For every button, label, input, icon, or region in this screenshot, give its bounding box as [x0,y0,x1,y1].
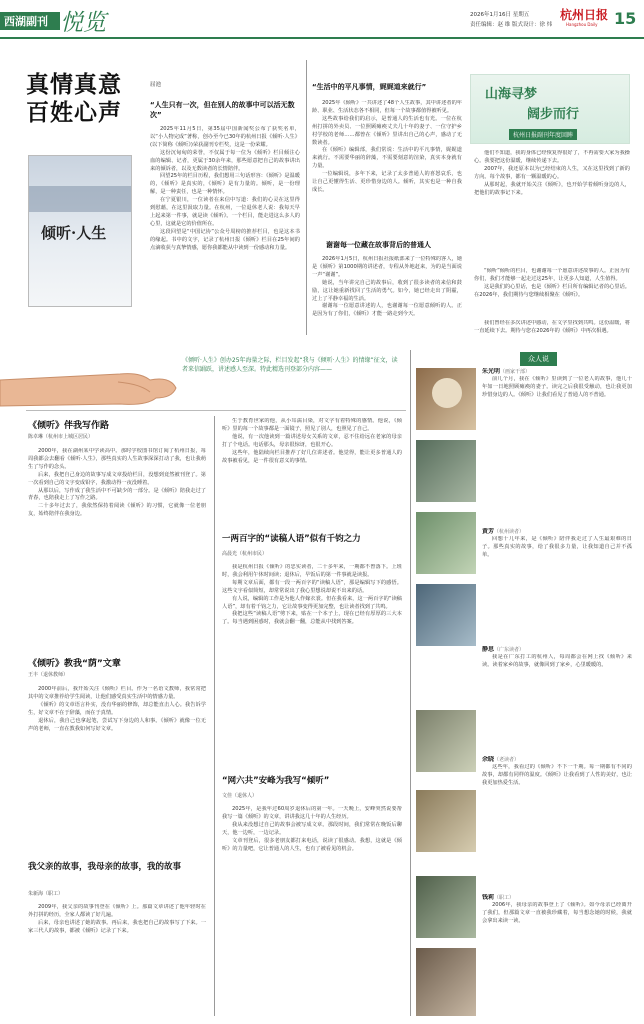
reader-photo-5 [416,710,476,772]
right-para: 我们曾经在多次讲述中感动，在文字里找到共鸣。这份温暖，将一直延续下去。期待与您在2026年的《倾听》中再次相遇。 [474,320,630,334]
b3-para: 2025年，是我年过60周岁退休后的第一年。一天晚上，安峰突然说要帮我写一篇《倾听》的文章，讲讲我这几十年的人生经历。 [222,806,402,820]
a3-para: 后来，母亲也讲述了她的故事。再后来，我也把自己的故事写了下来。一家三代人的故事，都被《倾听》记录了下来。 [28,919,206,934]
second-para: 这些故事给我们的启示，是普通人的生活也有光。一位在杭州打拼的外卖员、一位照顾瘫痪丈夫几十年的妻子、一位守护乡村学校的老师……都曾在《倾听》里讲出自己的心声，感动了无数读者。 [312,115,462,146]
a1-body [28,448,206,646]
reader-photo-1 [416,368,476,430]
quote-text: 我是在广东打工的杭州人，每周都会在网上找《倾听》来读。读着家乡的故事，就像回到了家乡，心里暖暖的。 [482,654,632,668]
b2-para: 有人说，编辑的工作是为他人作嫁衣裳。但在我看来，这一两百字的“读稿人语”，却有着千钧之力，它让故事变得更加完整，也让读者找到了共鸣。 [222,595,402,610]
masthead [0,0,644,38]
a1-para: 从那以后，写作成了我生活中不可缺少的一部分。是《倾听》陪我走过了青春，也陪我走上了写作之路。 [28,487,206,502]
quote-text: 前几个月，我在《倾听》里读到了一位老人的故事，他几十年如一日地照顾瘫痪的妻子。读完之后我很受触动，也让我更加珍惜身边的人。《倾听》让我们看见了普通人的不普通。 [482,376,632,398]
quote-role: （画家干部） [500,369,531,375]
b1-para: 这些年，他陆续向栏目推荐了好几位讲述者。他觉得，能让更多普通人的故事被看见，是一件很有意义的事情。 [222,449,402,464]
lead-para: 2025年11月5日，第35届中国新闻奖公布了获奖名单，以“小人物完成”著称，创办至今已30年的杭州日报《倾听·人生》(以下简称《倾听》)荣获副刊专栏奖，这是一份荣耀。 [150,126,300,148]
lead-para: 这段回望是“中国记协”公众号周榜的推荐栏目，也是这本书的缘起。书中的文字，记录了杭州日报《倾听》栏目在25年间的点滴收获与真挚情感，愿你我都能从中读到一份感动和力量。 [150,228,300,251]
a3-para: 2009年，我父亲的故事刊登在《倾听》上。那篇文章讲述了他年轻时在外打拼的经历，全家人都读了好几遍。 [28,904,206,918]
quote-text: 这些年，我看过的《倾听》不下一千期。每一期都有不同的故事，却都有同样的温度。《倾听》让我看到了人性的美好，也让我更加热爱生活。 [482,764,632,786]
right-para: “倾听”倾听的栏目，也谢谢每一个愿意讲述故事的人。正因为有你们，我们才能够一起走过这25年，让更多人知道，人生值得。 [474,268,630,282]
reader-photo-6 [416,790,476,852]
quote-role: （职工） [494,895,515,901]
quote-role: （杭州读者） [494,529,525,535]
section-rule [26,410,406,411]
a1-title: 《倾听》伴我写作路 [28,421,110,431]
lead-para: 这份沉甸甸的荣誉，不仅属于每一位为《倾听》栏目倾注心血的编辑、记者，更属于30余年来，那些愿意把自己的故事讲出来的倾诉者，以及无数读者的长情陪伴。 [150,149,300,172]
quote-box: 《倾听·人生》创办25年海量之际，栏目发起“我与《倾听·人生》的情缘”征文，读者来信踊跃，讲述感人至深。特此精选刊登部分内容—— [182,357,398,373]
third-body [312,256,462,336]
third-para: 2026年1月5日，杭州日报社报纸部来了一位特殊的客人，她是《倾听》第1000期的讲述者，专程从外地赶来，为的是当面说一声“谢谢”。 [312,256,462,278]
a1-para: 二十多年过去了，我依然保持着阅读《倾听》的习惯，它就像一位老朋友，始终陪伴在我身边。 [28,503,206,518]
a1-para: 2000年，我在湖州某中学读高中。那时学校图书馆订阅了杭州日报，每周我都会去翻看《倾听·人生》，那些真实的人生故事深深打动了我，也让我萌生了写作的念头。 [28,448,206,470]
feature-headline-1: 真情真意 [26,71,122,98]
masthead-date: 2026年1月16日 星期五 [470,12,530,18]
second-para: 一位编辑说，多年下来，记录了太多普通人的喜怒哀乐，也让自己更懂得生活、更珍惜身边的人。倾听，其实也是一种自我成长。 [312,171,462,193]
b1-para: 他说，有一次他读到一篇讲述母女关系的文章，忍不住给远在老家的母亲打了个电话。电话那头，母亲很惊讶，也很开心。 [222,433,402,448]
a3-title: 我父亲的故事，我母亲的故事，我的故事 [28,862,182,872]
b3-body [222,806,402,1016]
a2-para: 2000年前后，我开始关注《倾听》栏目。作为一名语文教师，我常常把其中的文章推荐给学生阅读，让他们感受真实生活中的情感力量。 [28,686,206,700]
banner-line-2: 阔步而行 [527,107,580,122]
b2-title: 一两百字的“读稿人语”似有千钧之力 [222,534,361,544]
sidebar-section-label: 众人说 [520,352,557,366]
reader-quote-2 [482,528,632,638]
feature-headline-2: 百姓心声 [26,99,122,126]
a2-title: 《倾听》教我“荫”文章 [28,659,121,669]
b2-para: 每期文章后面，都有一段一两百字的“读稿人语”，那是编辑写下的感悟。这些文字看似简短，却常常说出了我心里想说却说不出来的话。 [222,579,402,594]
right-para: 从那时起，我就开始关注《倾听》，也开始学着倾听身边的人，把他们的故事记下来。 [474,181,630,196]
reader-quote-5 [482,894,632,1016]
quote-name: 静思 [482,646,495,653]
b3-byline: 文佳（退休人） [222,793,258,799]
quote-role: （老读者） [494,757,520,763]
section-name: 西湖副刊 [4,15,48,28]
reader-photo-7 [416,876,476,938]
column-name: 悦览 [60,10,106,36]
quote-name: 黄芳 [482,528,495,535]
second-body [312,100,462,235]
a3-byline: 朱新海（职工） [28,891,64,897]
column-divider [214,416,215,1016]
b3-title: “网六共”安峰为我写“倾听” [222,776,330,786]
column-divider [306,60,307,335]
a3-body [28,904,206,1016]
masthead-rule [0,37,644,39]
lead-para: 回望25年的栏目历程，我们想用三句话形容：《倾听》是温暖的，《倾听》是真实的，《倾听》是有力量的。倾听，是一份理解，是一种责任，也是一种情怀。 [150,173,300,196]
a1-para: 后来，我把自己身边的故事写成文章投给栏目，没想到竟然被刊登了。第一次看到自己的文字变成铅字，我激动得一夜没睡着。 [28,471,206,486]
book-cover-band [29,186,132,212]
b2-byline: 高晨光（杭州市民） [222,551,268,557]
a2-para: 退休后，我自己也拿起笔，尝试写下身边的人和事。《倾听》就像一位无声的老师，一直在教我如何写好文章。 [28,717,206,732]
right-intro-1 [474,150,630,260]
lead-body [150,126,300,326]
quote-text: 回想十几年来，是《倾听》陪伴我走过了人生最艰难的日子。那些真实的故事，给了我很多力量，让我知道自己并不孤单。 [482,536,632,558]
b3-para: 文章刊登后，很多老朋友都打来电话，说读了很感动。我想，这就是《倾听》的力量吧，它让普通人的人生，也有了被看见的机会。 [222,837,402,852]
banner-sub: 杭州日报副刊年度回眸 [509,129,577,140]
hand-icon [0,352,178,412]
banner-line-1: 山海寻梦 [485,87,538,102]
masthead-editor: 责任编辑：赵 维 版式设计：徐 炜 [470,22,553,28]
b2-body [222,564,402,766]
b1-para: 生于教育世家的他，从小耳濡目染，对文字有着特殊的感情。他说，《倾听》里的每一个故事都是一面镜子，照见了别人，也照见了自己。 [222,418,402,432]
reader-quote-3 [482,646,632,746]
quote-name: 钱莉 [482,894,495,901]
page-number: 15 [614,9,637,28]
right-intro-3 [474,320,630,340]
a2-para: 《倾听》的文章语言朴实，没有华丽的修饰，却总能直击人心。我告诉学生，好文章不在于辞藻，而在于真情。 [28,701,206,716]
right-para: 2007年，我还原本以为已经结束的人生，又在这里找到了新的方向。每个故事，都有一颗温暖的心。 [474,165,630,180]
quote-name: 朱光明 [482,368,501,375]
lead-title: “人生只有一次，但在别人的故事中可以活无数次” [150,101,295,119]
a2-body [28,686,206,854]
reader-photo-8 [416,948,476,1016]
right-para: 这是我们的心里话，也是《倾听》栏目所有编辑记者的心里话。在2026年，我们期待与您继续相聚在《倾听》。 [474,283,630,298]
photo-subject [432,378,462,408]
b3-para: 我从来没想过自己的故事会被写成文章。那段时间，我们常常在晚饭后聊天，他一边听，一边记录。 [222,821,402,836]
third-para: 谢谢每一位愿意讲述的人，也谢谢每一位愿意倾听的人。正是因为有了你们，《倾听》才能一路走到今天。 [312,303,462,318]
book-cover-title: 倾听·人生 [41,224,107,242]
second-para: 在《倾听》编辑部，我们常说：生活中的平凡事情，娓娓道来就行。不需要华丽的辞藻，不需要刻意的渲染，真实本身就有力量。 [312,147,462,170]
paper-logo-en: Hangzhou Daily [566,22,598,27]
reader-quote-4 [482,756,632,886]
book-cover-image [28,155,132,307]
a2-byline: 王丰（退休教师） [28,672,69,678]
right-intro-2 [474,268,630,318]
quote-text: 2006年，我母亲的故事登上了《倾听》。如今母亲已经离开了我们，但那篇文章一直被我珍藏着，每当想念她的时候，我就会拿出来读一读。 [482,902,632,924]
b2-para: 我把这些“读稿人语”剪下来，贴在一个本子上，现在已经有厚厚的三大本了。每当遇到困惑时，我就会翻一翻，总能从中找到答案。 [222,611,402,626]
second-title: “生活中的平凡事情，娓娓道来就行” [312,83,427,91]
third-para: 她说，当年讲完自己的故事后，收到了很多读者的来信和鼓励，这让她重新找回了生活的勇气。如今，她已经走出了阴霾，过上了平静幸福的生活。 [312,279,462,302]
sidebar-banner [470,74,630,144]
author-tag: 屈池 [150,82,162,88]
reader-photo-4 [416,584,476,646]
reader-photo-3 [416,512,476,574]
right-para: 他们不知道，我的身体已经恢复得很好了，不再需要大家为我操心。我要把这份温暖，继续传递下去。 [474,150,630,164]
third-title: 谢谢每一位藏在故事背后的普通人 [326,241,431,249]
lead-para: 在宁夏银川，一位读者在来信中写道：我们的心灵在这里得到慰藉，在这里汲取力量。在杭州，一位退休老人说：我每天早上起来第一件事，就是读《倾听》。一个栏目，能走进这么多人的心里，这就是它的价值所在。 [150,197,300,227]
reader-photo-2 [416,440,476,502]
b1-body [222,418,402,526]
b2-para: 我是杭州日报《倾听》的忠实读者，二十多年来，一期都不曾落下。上班时，我会利用午休时间读；退休后，早饭后的第一件事就是读报。 [222,564,402,578]
second-para: 2025年《倾听》一共讲述了48个人生故事，其中讲述者的年龄、职业、生活状态各不相同，但每一个故事都值得被听见。 [312,100,462,114]
paper-logo: 杭州日报 [560,8,609,22]
column-divider [410,350,411,1016]
quote-name: 余晓 [482,756,495,763]
a1-byline: 陈卓琳（杭州市上城区居民） [28,434,94,440]
reader-quote-1 [482,368,632,518]
hand-illustration [0,352,178,412]
quote-role: （广东读者） [494,647,525,653]
